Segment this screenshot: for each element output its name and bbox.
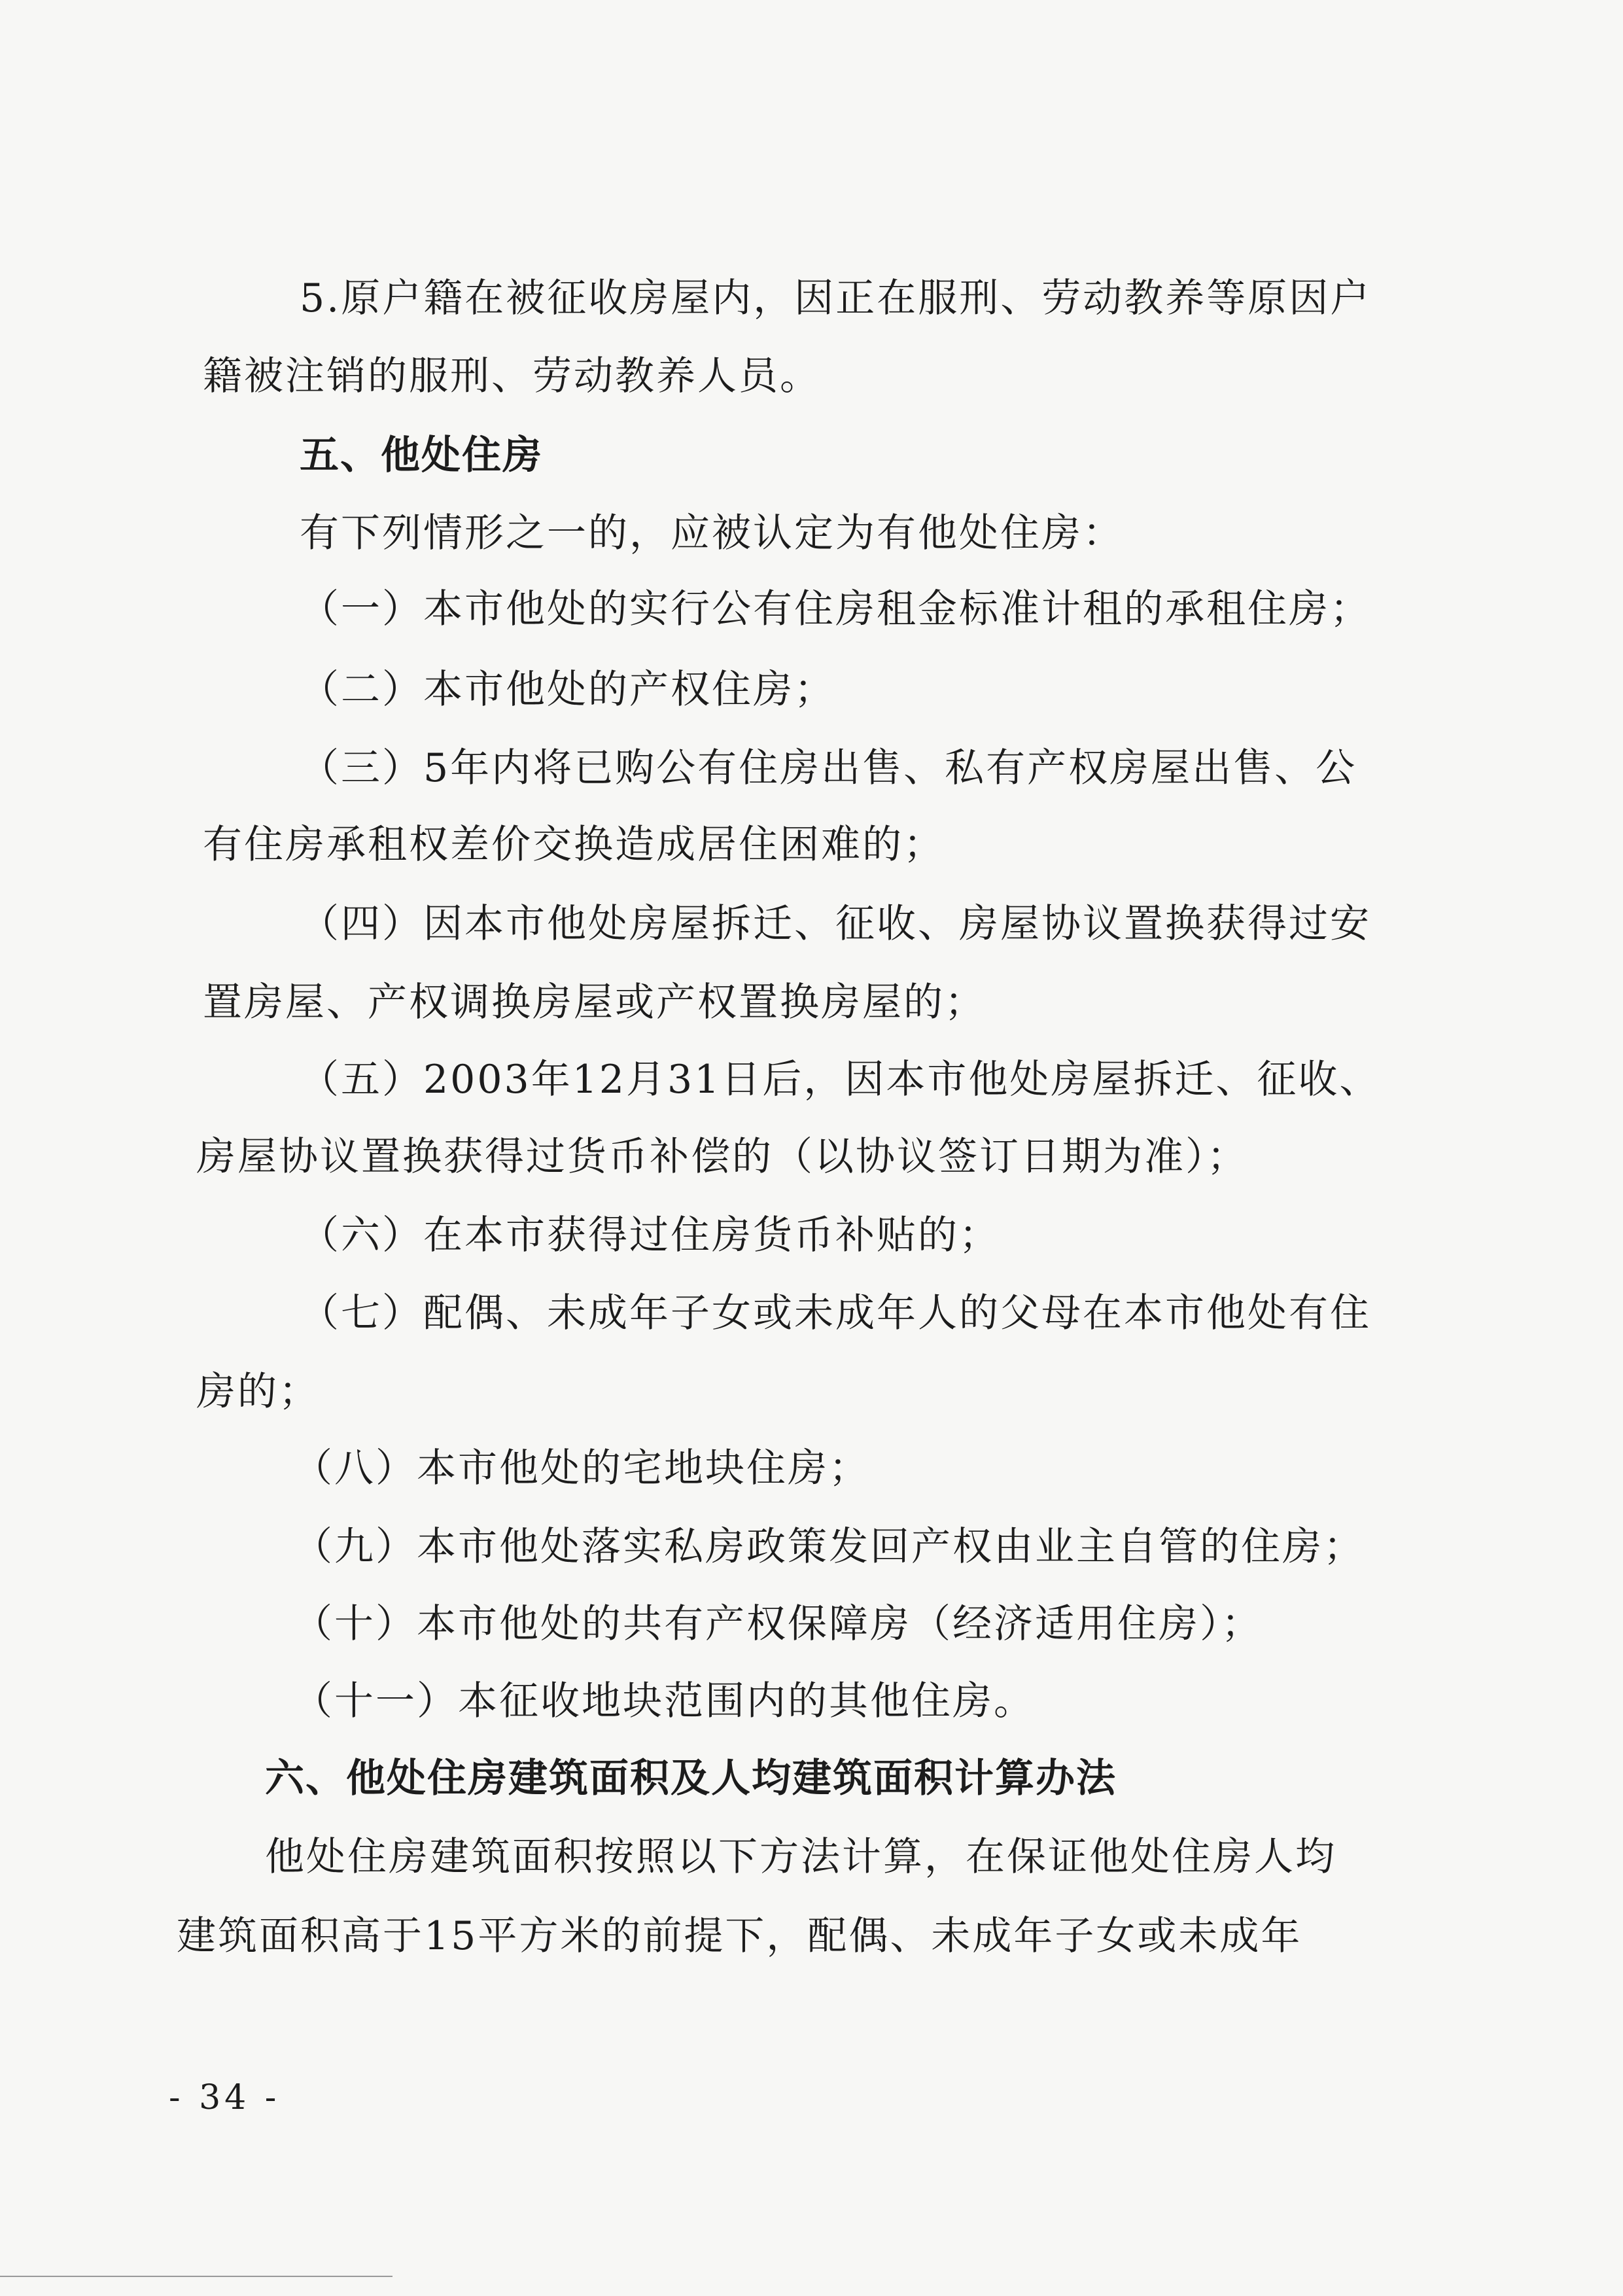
text-line: （六）在本市获得过住房货币补贴的； <box>300 1212 1000 1258</box>
text-line: 置房屋、产权调换房屋或产权置换房屋的； <box>203 980 986 1025</box>
page-number: - 34 - <box>169 2078 281 2117</box>
text-line: 有住房承租权差价交换造成居住困难的； <box>203 822 945 868</box>
text-line: （三）5年内将已购公有住房出售、私有产权房屋出售、公 <box>300 745 1357 791</box>
text-line: （四）因本市他处房屋拆迁、征收、房屋协议置换获得过安 <box>300 901 1371 947</box>
text-line: （七）配偶、未成年子女或未成年人的父母在本市他处有住 <box>300 1290 1371 1336</box>
text-line: 籍被注销的服刑、劳动教养人员。 <box>203 353 821 399</box>
text-line: （一）本市他处的实行公有住房租金标准计租的承租住房； <box>300 586 1371 632</box>
section-heading: 五、他处住房 <box>300 433 543 478</box>
text-line: （二）本市他处的产权住房； <box>300 667 835 713</box>
text-line: （十）本市他处的共有产权保障房（经济适用住房）； <box>293 1601 1263 1647</box>
scan-edge-rule <box>0 2276 393 2277</box>
text-line: 房的； <box>196 1369 320 1415</box>
text-line: （九）本市他处落实私房政策发回产权由业主自管的住房； <box>293 1524 1365 1570</box>
text-line: 房屋协议置换获得过货币补偿的（以协议签订日期为准）； <box>196 1134 1248 1180</box>
text-line: 建筑面积高于15平方米的前提下，配偶、未成年子女或未成年 <box>177 1913 1302 1959</box>
text-line: 他处住房建筑面积按照以下方法计算，在保证他处住房人均 <box>265 1834 1336 1880</box>
text-line: 有下列情形之一的，应被认定为有他处住房： <box>300 510 1124 556</box>
text-line: （十一）本征收地块范围内的其他住房。 <box>293 1678 1035 1724</box>
section-heading: 六、他处住房建筑面积及人均建筑面积计算办法 <box>265 1756 1117 1801</box>
text-line: 5.原户籍在被征收房屋内，因正在服刑、劳动教养等原因户 <box>300 275 1372 321</box>
text-line: （五）2003年12月31日后，因本市他处房屋拆迁、征收、 <box>300 1057 1381 1103</box>
text-line: （八）本市他处的宅地块住房； <box>293 1445 870 1491</box>
